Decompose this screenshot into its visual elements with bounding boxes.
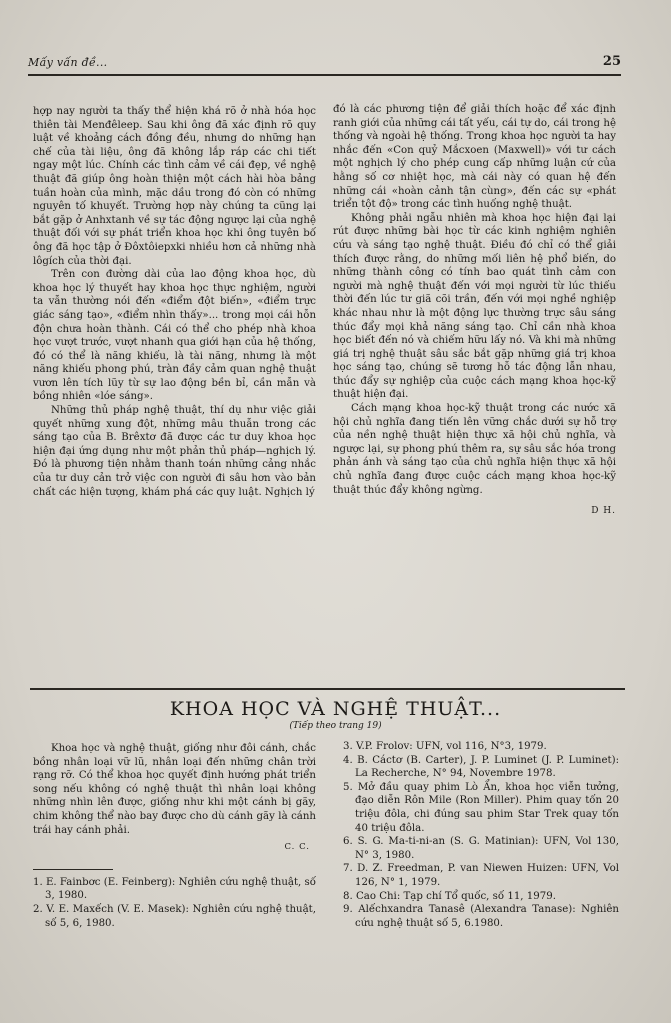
section-right-column xyxy=(343,740,619,930)
paragraph: Cách mạng khoa học-kỹ thuật trong các nước xã hội chủ nghĩa đang tiến lên vững chắc dưới sự hỗ trợ của nền nghệ thuật hiện thực xã hội chủ nghĩa, và ngược lại, sự phong phú thêm ra, sự sâu sắc hóa trong phản ánh và sáng tạo của chủ nghĩa hiện thực xã hội chủ nghĩa đang được cuộc cách mạng khoa học-kỹ thuật thúc đẩy không ngừng. xyxy=(333,403,616,496)
right-column xyxy=(333,103,616,519)
reference-item: 7. D. Z. Freedman, P. van Niewen Huizen: UFN, Vol 126, N° 1, 1979. xyxy=(343,863,619,888)
section-divider xyxy=(30,688,625,690)
section-paragraph: Khoa học và nghệ thuật, giống như đôi cánh, chắc bồng nhân loại vữ lũ, nhân loại đến những chân trời rạng rỡ. Có thể khoa học quyết định hướng phát triển song nếu không có nghệ thuật thì nhân loại không những nhìn lên được, giống như khi một cánh bị gãy, chim không thể nào bay được cho dù cánh gãy là cánh trái hay cánh phải. xyxy=(33,743,316,836)
paragraph: hợp nay người ta thấy thể hiện khá rõ ở nhà hóa học thiên tài Menđêleep. Sau khi ông đã xác định rõ quy luật về khoảng cách đồng đều, nhưng do những hạn chế của tài liệu, ông đã không lắp ráp các chi tiết ngay một lúc. Chính các tình cảm về cái đẹp, về nghệ thuật đã giúp ông hoàn thiện một cách hài hòa bảng tuần hoàn của mình, mặc dầu trong đó còn có những nguyên tố khuyết. Trường hợp này chúng ta cũng lại bắt gặp ở Anhxtanh về sự tác động ngược lại của nghệ thuật đối với sự phát triển khoa học khi ông tuyên bố ông đã học tập ở Đôxtôiepxki nhiều hơn cả những nhà lôgích của thời đại. xyxy=(33,106,316,267)
section-left-column xyxy=(33,742,316,930)
footnote-rule xyxy=(33,869,113,870)
references-left xyxy=(33,876,316,930)
header-title: Mấy vấn đề... xyxy=(28,56,108,69)
reference-item: 9. Alếchxandra Tanasê (Alexandra Tanase): Nghiên cứu nghệ thuật số 5, 6.1980. xyxy=(343,904,619,929)
reference-item: 4. B. Cáctơ (B. Carter), J. P. Luminet (J. P. Luminet): La Recherche, N° 94, Novembre 1978. xyxy=(343,754,619,780)
reference-item: 8. Cao Chi: Tạp chí Tổ quốc, số 11, 1979. xyxy=(343,890,556,902)
section-title: KHOA HỌC VÀ NGHỆ THUẬT... xyxy=(169,698,502,720)
left-column xyxy=(33,105,316,499)
page-number: 25 xyxy=(602,54,621,69)
paragraph: Không phải ngẫu nhiên mà khoa học hiện đại lại rút được những bài học từ các kinh nghiệm nghiên cứu và sáng tạo nghệ thuật. Điều đó chỉ có thể giải thích được rằng, do những mối liên hệ phổ biến, do những thành công có tính bao quát tình cảm con người mà nghệ thuật đến với mọi người từ lúc thiếu thời đến lúc tư giã cõi trần, đến với mọi nghề nghiệp khác nhau như là một động lực thường trực sâu sáng thúc đẩy mọi khả năng sáng tạo. Chỉ cần nhà khoa học biết đến nó và chiếm hữu lấy nó. Và khi mà những giá trị nghệ thuật sâu sắc bắt gặp những giá trị khoa học sáng tạo, chúng sẽ tương hỗ tác động lẫn nhau, thúc đẩy sự nghiệp của cuộc cách mạng khoa học-kỹ thuật hiện đại. xyxy=(333,212,616,401)
reference-item: 5. Mở đầu quay phim Lò Ẩn, khoa học viễn tưởng, đạo diễn Rôn Mile (Ron Miller). Phim quay tốn 20 triệu đôla, chi đúng sau phim Star Trek quay tốn 40 triệu đôla. xyxy=(343,781,619,834)
reference-item: 1. E. Fainbơc (E. Feinberg): Nghiên cứu nghệ thuật, số 3, 1980. xyxy=(33,876,316,902)
references-right xyxy=(343,740,619,930)
reference-item: 6. S. G. Ma-ti-ni-an (S. G. Matinian): UFN, Vol 130, N° 3, 1980. xyxy=(343,836,619,861)
section-signature: C. C. xyxy=(284,842,310,853)
paragraph: Những thủ pháp nghệ thuật, thí dụ như việc giải quyết những xung đột, những mâu thuẫn trong các sáng tạo của B. Brêxtơ đã được các tư duy khoa học hiện đại ứng dụng như một phản thủ pháp—nghịch lý. Đó là phương tiện nhằm thanh toán những cảng nhắc của tư duy cản trở việc con người đi sâu hơn vào bản chất các hiện tượng, khám phá các quy luật. Nghịch lý xyxy=(33,405,316,498)
paragraph: Trên con đường dài của lao động khoa học, dù khoa học lý thuyết hay khoa học thực nghiệm, người ta vẫn thường nói đến «điểm đột biến», «điểm trực giác sáng tạo», «điểm nhìn thấy»... trong mọi cái hỗn độn chưa hoàn thành. Cái có thể cho phép nhà khoa học vượt trước, vượt nhanh qua giới hạn của hệ thống, đó có thể là năng khiếu, là tài năng, nhưng là một năng khiếu phong phú, tràn đầy cảm quan nghệ thuật vươn lên tích lũy từ sự lao động bền bỉ, cần mẫn và bồng nhiên «lóe sáng». xyxy=(33,269,316,403)
running-header xyxy=(28,52,621,76)
paragraph: đó là các phương tiện để giải thích hoặc để xác định ranh giới của những cái tất yếu, cái tự do, cái trong hệ thống và ngoài hệ thống. Trong khoa học người ta hay nhắc đến «Con quỷ Mắcxoen (Maxwell)» với tư cách một nghịch lý cho phép cung cấp những luận cứ của hằng số cơ nhiệt học, mà cái này có quan hệ đến những cái «hoàn cảnh tận cùng», đến các sự «phát triển tột độ» trong các tình huống nghệ thuật. xyxy=(333,104,616,211)
section-continuation-note: (Tiếp theo trang 19) xyxy=(289,721,382,731)
reference-item: 2. V. E. Maxếch (V. E. Masek): Nghiên cứu nghệ thuật, số 5, 6, 1980. xyxy=(33,903,316,929)
reference-item: 3. V.P. Frolov: UFN, vol 116, N°3, 1979. xyxy=(343,741,547,752)
author-signature: D H. xyxy=(591,506,616,517)
